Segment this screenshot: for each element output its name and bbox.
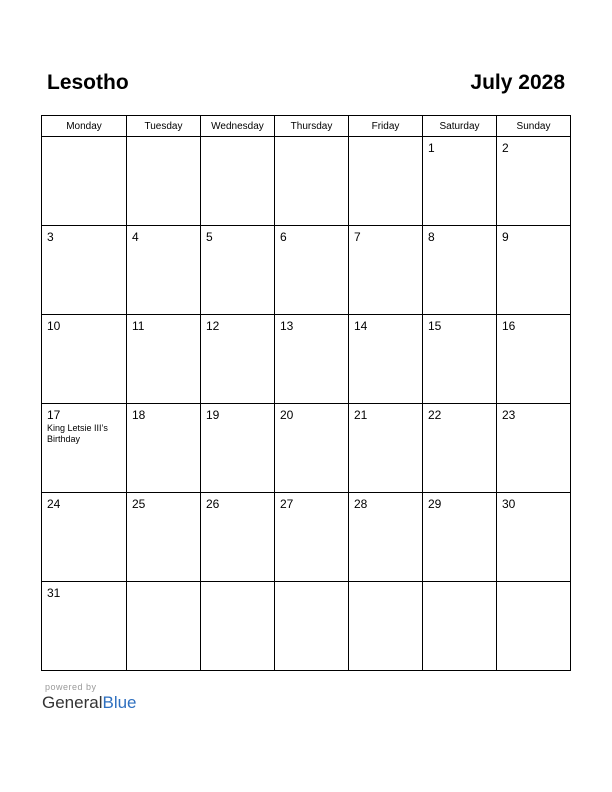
day-number: 14 <box>354 319 368 333</box>
day-number: 4 <box>132 230 139 244</box>
day-cell <box>349 582 423 671</box>
day-cell <box>349 404 423 493</box>
powered-by-label: powered by <box>45 682 97 692</box>
day-number: 27 <box>280 497 294 511</box>
day-cell <box>42 582 127 671</box>
day-number: 8 <box>428 230 435 244</box>
day-number: 20 <box>280 408 294 422</box>
day-number: 13 <box>280 319 294 333</box>
weekday-thursday: Thursday <box>275 116 349 137</box>
day-number: 24 <box>47 497 61 511</box>
generalblue-branding[interactable] <box>42 682 137 713</box>
week-row <box>42 493 571 582</box>
week-row <box>42 315 571 404</box>
day-number: 10 <box>47 319 61 333</box>
day-number: 28 <box>354 497 368 511</box>
day-number: 18 <box>132 408 146 422</box>
day-cell <box>275 493 349 582</box>
weekday-tuesday: Tuesday <box>127 116 201 137</box>
day-cell <box>201 315 275 404</box>
day-cell <box>42 493 127 582</box>
day-cell <box>201 404 275 493</box>
day-number: 21 <box>354 408 368 422</box>
day-cell <box>201 493 275 582</box>
month-year-title: July 2028 <box>470 71 565 94</box>
day-cell <box>201 137 275 226</box>
day-number: 22 <box>428 408 442 422</box>
day-cell <box>497 226 571 315</box>
day-cell <box>42 404 127 493</box>
day-number: 2 <box>502 141 509 155</box>
weekday-monday: Monday <box>42 116 127 137</box>
day-cell <box>127 493 201 582</box>
week-row <box>42 582 571 671</box>
day-cell <box>423 582 497 671</box>
day-cell <box>275 137 349 226</box>
week-row <box>42 226 571 315</box>
day-number: 5 <box>206 230 213 244</box>
day-cell <box>42 315 127 404</box>
day-cell <box>497 137 571 226</box>
day-number: 9 <box>502 230 509 244</box>
day-cell <box>497 404 571 493</box>
day-cell <box>275 226 349 315</box>
weekday-friday: Friday <box>349 116 423 137</box>
day-number: 12 <box>206 319 220 333</box>
day-number: 15 <box>428 319 442 333</box>
day-number: 6 <box>280 230 287 244</box>
day-number: 11 <box>132 319 145 333</box>
day-number: 7 <box>354 230 361 244</box>
calendar-grid <box>41 115 571 671</box>
week-row <box>42 137 571 226</box>
day-cell <box>497 582 571 671</box>
day-cell <box>275 315 349 404</box>
day-number: 29 <box>428 497 442 511</box>
day-cell <box>349 493 423 582</box>
day-number: 16 <box>502 319 516 333</box>
day-cell <box>349 137 423 226</box>
country-title: Lesotho <box>47 71 129 94</box>
day-cell <box>201 226 275 315</box>
day-cell <box>127 226 201 315</box>
generalblue-logo <box>42 693 137 713</box>
day-number: 25 <box>132 497 146 511</box>
day-number: 23 <box>502 408 516 422</box>
day-number: 3 <box>47 230 54 244</box>
day-number: 19 <box>206 408 220 422</box>
weekday-header-row <box>42 116 571 137</box>
day-cell <box>127 137 201 226</box>
day-cell <box>423 493 497 582</box>
day-cell <box>423 404 497 493</box>
day-cell <box>423 137 497 226</box>
day-number: 17 <box>47 408 61 422</box>
day-cell <box>497 315 571 404</box>
day-cell <box>349 226 423 315</box>
logo-general-text: General <box>42 693 103 712</box>
day-cell <box>127 404 201 493</box>
day-cell <box>423 315 497 404</box>
day-number: 26 <box>206 497 220 511</box>
logo-blue-text: Blue <box>102 693 137 712</box>
day-cell <box>127 582 201 671</box>
day-cell <box>42 226 127 315</box>
day-number: 30 <box>502 497 516 511</box>
week-row <box>42 404 571 493</box>
day-cell <box>42 137 127 226</box>
weekday-wednesday: Wednesday <box>201 116 275 137</box>
day-number: 1 <box>428 141 435 155</box>
weekday-saturday: Saturday <box>423 116 497 137</box>
day-cell <box>275 404 349 493</box>
day-number: 31 <box>47 586 61 600</box>
day-cell <box>127 315 201 404</box>
day-cell <box>275 582 349 671</box>
day-cell <box>423 226 497 315</box>
day-cell <box>201 582 275 671</box>
day-cell <box>497 493 571 582</box>
day-cell <box>349 315 423 404</box>
weekday-sunday: Sunday <box>497 116 571 137</box>
holiday-label: King Letsie III’s Birthday <box>47 423 108 444</box>
